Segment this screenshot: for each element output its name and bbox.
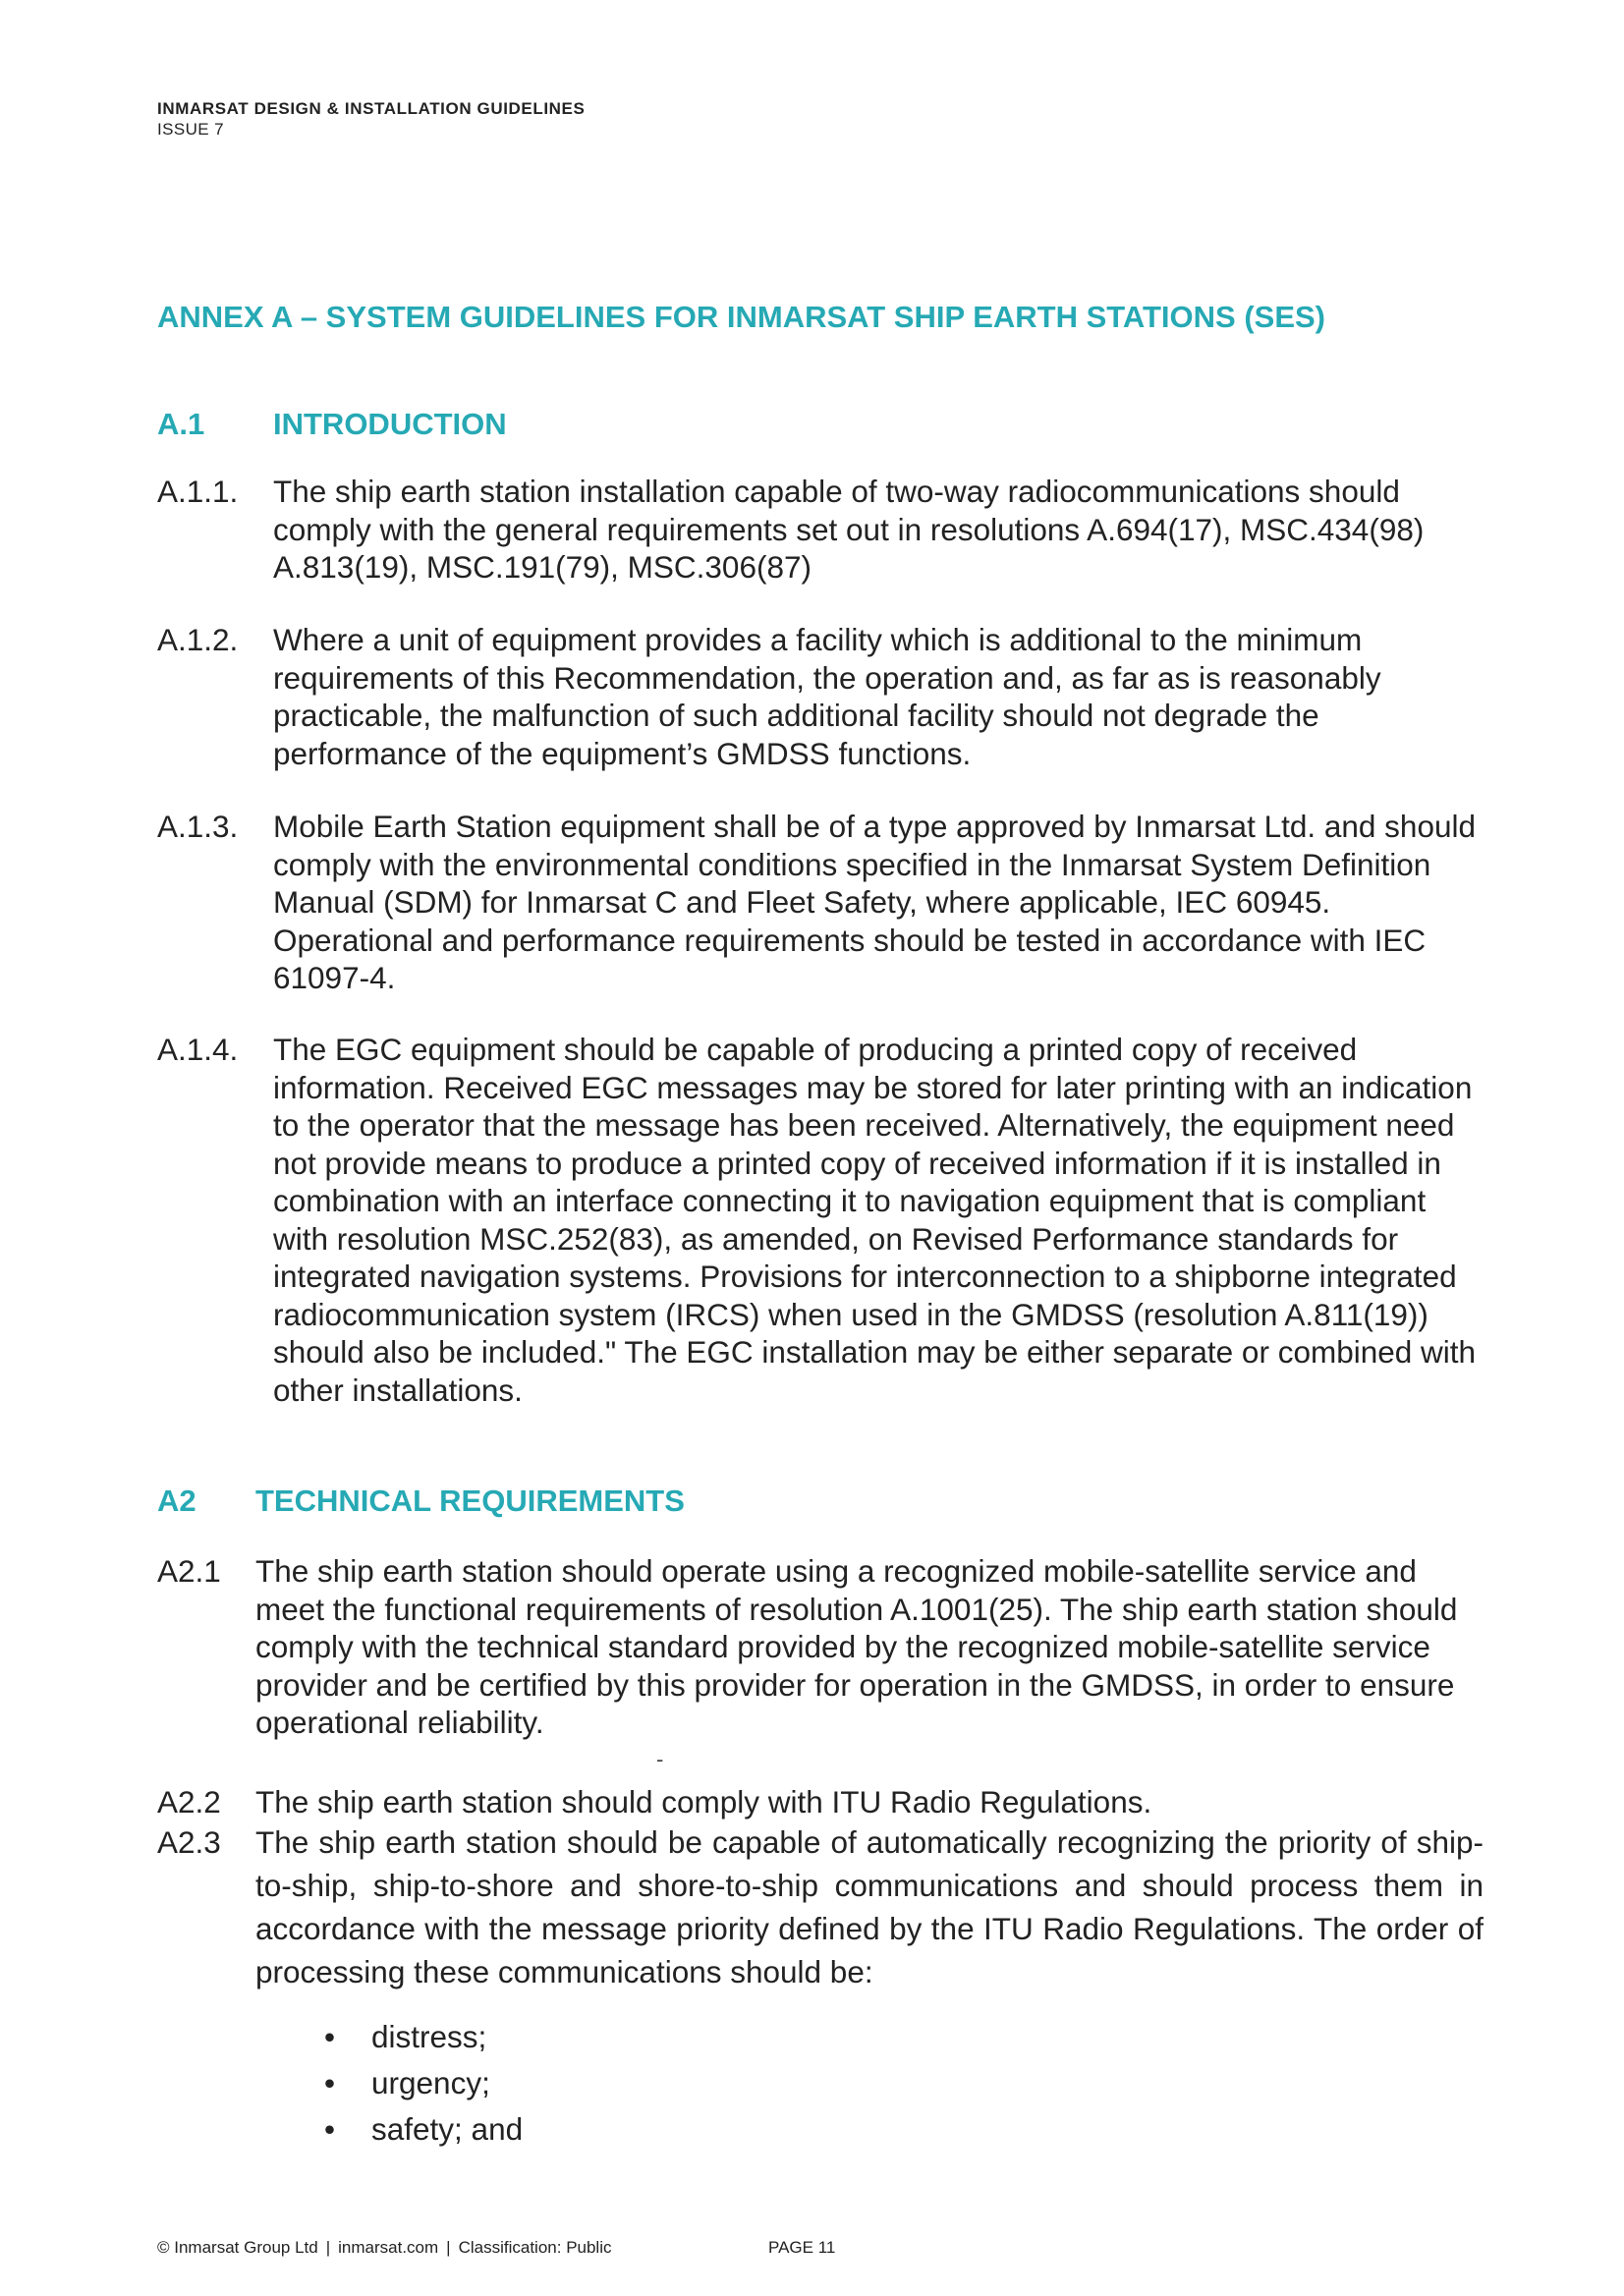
paragraph-number: A2.1: [157, 1553, 221, 1589]
paragraph-a1-1: [157, 473, 1493, 590]
annex-title: ANNEX A – SYSTEM GUIDELINES FOR INMARSAT SHIP EARTH STATIONS (SES): [157, 300, 1326, 334]
page-footer: [157, 2238, 836, 2258]
paragraph-text: The ship earth station should operate using a recognized mobile-satellite service and meet the functional requirements of resolution A.1001(25). The ship earth station should comply with the technical standard provided by the recognized mobile-satellite service provider and be certified by this provider for operation in the GMDSS, in order to ensure operational reliability.: [255, 1553, 1458, 1740]
paragraph-number: A.1.3.: [157, 809, 239, 844]
list-item: [324, 2106, 523, 2153]
section-number: A.1: [157, 407, 205, 441]
paragraph-number: A.1.4.: [157, 1032, 239, 1067]
paragraph-number: A.1.2.: [157, 622, 239, 657]
footer-copyright: © Inmarsat Group Ltd: [157, 2238, 318, 2257]
list-item-text: urgency;: [371, 2065, 490, 2100]
page-header: [157, 98, 585, 140]
paragraph-text: The EGC equipment should be capable of producing a printed copy of received information. Received EGC messages may be stored for later printing with an indication to the operator that the message has been received. Alternatively, the equipment need not provide means to produce a printed copy of received information if it is installed in combination with an interface connecting it to navigation equipment that is compliant with resolution MSC.252(83), as amended, on Revised Performance standards for integrated navigation systems. Provisions for interconnection to a shipborne integrated radiocommunication system (IRCS) when used in the GMDSS (resolution A.811(19)) should also be included." The EGC installation may be either separate or combined with other installations.: [273, 1032, 1477, 1408]
section-number: A2: [157, 1484, 196, 1518]
list-item: [324, 2014, 523, 2060]
stray-mark: -: [656, 1747, 664, 1771]
paragraph-number: A2.3: [157, 1824, 221, 1860]
paragraph-text: The ship earth station installation capable of two-way radiocommunications should comply with the general requirements set out in resolutions A.694(17), MSC.434(98) A.813(19), MSC.191(79), MSC.306(87): [273, 474, 1425, 585]
paragraph-a2-1: [157, 1552, 1493, 1749]
paragraph-a1-4: [157, 1031, 1493, 1424]
paragraph-number: A.1.1.: [157, 474, 239, 509]
section-heading-a2: [157, 1484, 685, 1519]
paragraph-a1-2: [157, 621, 1493, 778]
section-title: INTRODUCTION: [273, 407, 507, 441]
paragraph-text: Mobile Earth Station equipment shall be of a type approved by Inmarsat Ltd. and should comply with the environmental conditions specified in the Inmarsat System Definition Manual (SDM) for Inmarsat C and Fleet Safety, where applicable, IEC 60945. Operational and performance requirements should be tested in accordance with IEC 61097-4.: [273, 809, 1477, 995]
paragraph-a1-3: [157, 808, 1493, 1004]
footer-website: inmarsat.com: [338, 2238, 439, 2257]
bullet-icon: •: [324, 2111, 336, 2147]
section-heading-a1: [157, 407, 507, 442]
page-number: PAGE 11: [768, 2238, 836, 2257]
header-title: INMARSAT DESIGN & INSTALLATION GUIDELINES: [157, 99, 586, 118]
paragraph-a2-2: [157, 1783, 1493, 1822]
section-title: TECHNICAL REQUIREMENTS: [255, 1484, 685, 1518]
footer-separator: |: [325, 2238, 331, 2257]
paragraph-text: The ship earth station should be capable of automatically recognizing the priority of ship-to-ship, ship-to-shore and shore-to-ship communications and should process them in accordance with the message priority defined by the ITU Radio Regulations. The order of processing these communications should be:: [255, 1824, 1484, 1989]
bullet-icon: •: [324, 2065, 336, 2100]
list-item-text: distress;: [371, 2019, 487, 2054]
paragraph-a2-3: [157, 1820, 1493, 1997]
paragraph-text: Where a unit of equipment provides a facility which is additional to the minimum requirements of this Recommendation, the operation and, as far as is reasonably practicable, the malfunction of such additional facility should not degrade the performance of the equipment’s GMDSS functions.: [273, 622, 1381, 771]
bullet-icon: •: [324, 2019, 336, 2054]
list-item-text: safety; and: [371, 2111, 524, 2147]
list-item: [324, 2060, 523, 2106]
priority-list: [324, 2014, 523, 2153]
footer-classification: Classification: Public: [458, 2238, 612, 2257]
footer-separator: |: [446, 2238, 451, 2257]
paragraph-number: A2.2: [157, 1784, 221, 1820]
paragraph-text: The ship earth station should comply with ITU Radio Regulations.: [255, 1784, 1152, 1820]
header-issue: ISSUE 7: [157, 120, 224, 139]
